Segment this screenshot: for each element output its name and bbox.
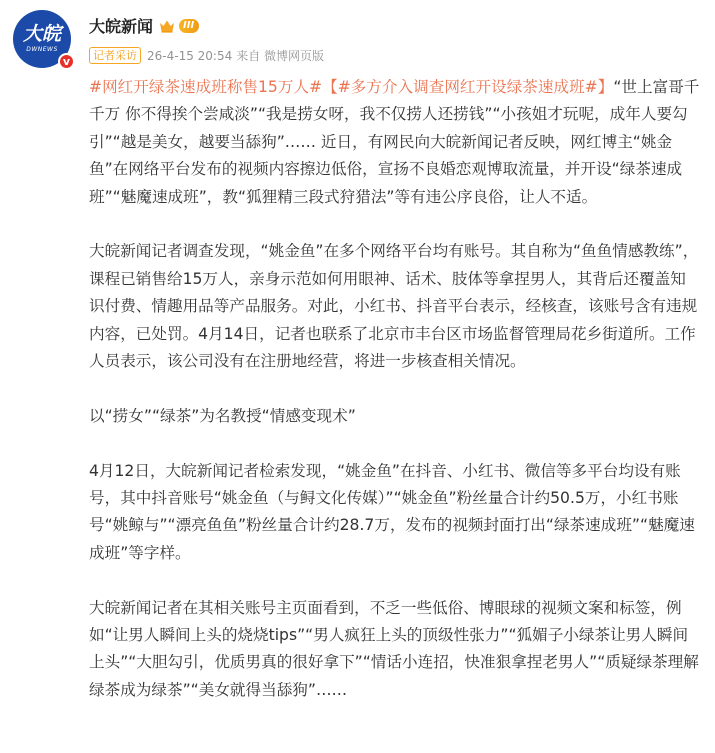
paragraph-text: “世上富哥千千万 你不得挨个尝咸淡”“我是捞女呀，我不仅捞人还捞钱”“小孩姐才玩呢，成年人要勾引”“越是美女，越要当舔狗”…… 近日，有网民向大皖新闻记者反映，网红博主“姚金鱼”在网络平台发布的视频内容擦边低俗，宣扬不良婚恋观博取流量，并开设“绿茶速成班”“魅魔速成班”，教“狐狸精三段式狩猎法”等有违公序良俗，让人不适。 — [89, 78, 700, 206]
level-badge: III — [179, 19, 199, 33]
verified-icon: v — [58, 53, 75, 70]
paragraph-1 — [89, 74, 701, 211]
account-header — [89, 14, 199, 37]
post-content — [89, 74, 701, 704]
hashtag-link[interactable]: 【#多方介入调查网红开设绿茶速成班#】 — [322, 78, 614, 96]
paragraph-3: 4月12日，大皖新闻记者检索发现，“姚金鱼”在抖音、小红书、微信等多平台均设有账号，其中抖音账号“姚金鱼（与鲟文化传媒）”“姚金鱼”粉丝量合计约50.5万，小红书账号“姚鲸与”“漂亮鱼鱼”粉丝量合计约28.7万，发布的视频封面打出“绿茶速成班”“魅魔速成班”等字样。 — [89, 461, 695, 562]
paragraph-2: 大皖新闻记者调查发现，“姚金鱼”在多个网络平台均有账号。其自称为“鱼鱼情感教练”，课程已销售给15万人，亲身示范如何用眼神、话术、肢体等拿捏男人，其背后还覆盖知识付费、情趣用品等产品服务。对此，小红书、抖音平台表示，经核查，该账号含有违规内容，已处罚。4月14日，记者也联系了北京市丰台区市场监督管理局花乡街道所。工作人员表示，该公司没有在注册地经营，将进一步核查相关情况。 — [89, 242, 699, 371]
post-meta — [89, 47, 324, 64]
crown-icon — [159, 19, 175, 33]
section-heading: 以“捞女”“绿茶”为名教授“情感变现术” — [89, 406, 356, 425]
post-timestamp[interactable]: 26-4-15 20:54 — [147, 48, 233, 63]
account-name[interactable]: 大皖新闻 — [89, 17, 154, 36]
avatar-logo-subtext: DWNEWS — [26, 46, 58, 53]
avatar-logo-text: 大皖 — [22, 23, 61, 45]
post-source: 来自 微博网页版 — [236, 49, 325, 63]
hashtag-link[interactable]: #网红开绿茶速成班称售15万人# — [89, 78, 323, 96]
category-tag[interactable]: 记者采访 — [89, 47, 141, 64]
paragraph-4: 大皖新闻记者在其相关账号主页面看到，不乏一些低俗、博眼球的视频文案和标签，例如“让男人瞬间上头的烧烧tips”“男人疯狂上头的顶级性张力”“狐媚子小绿茶让男人瞬间上头”“大胆勾引，优质男真的很好拿下”“情话小连招，快准狠拿捏老男人”“质疑绿茶理解绿茶成为绿茶”“美女就得当舔狗”…… — [89, 598, 699, 699]
